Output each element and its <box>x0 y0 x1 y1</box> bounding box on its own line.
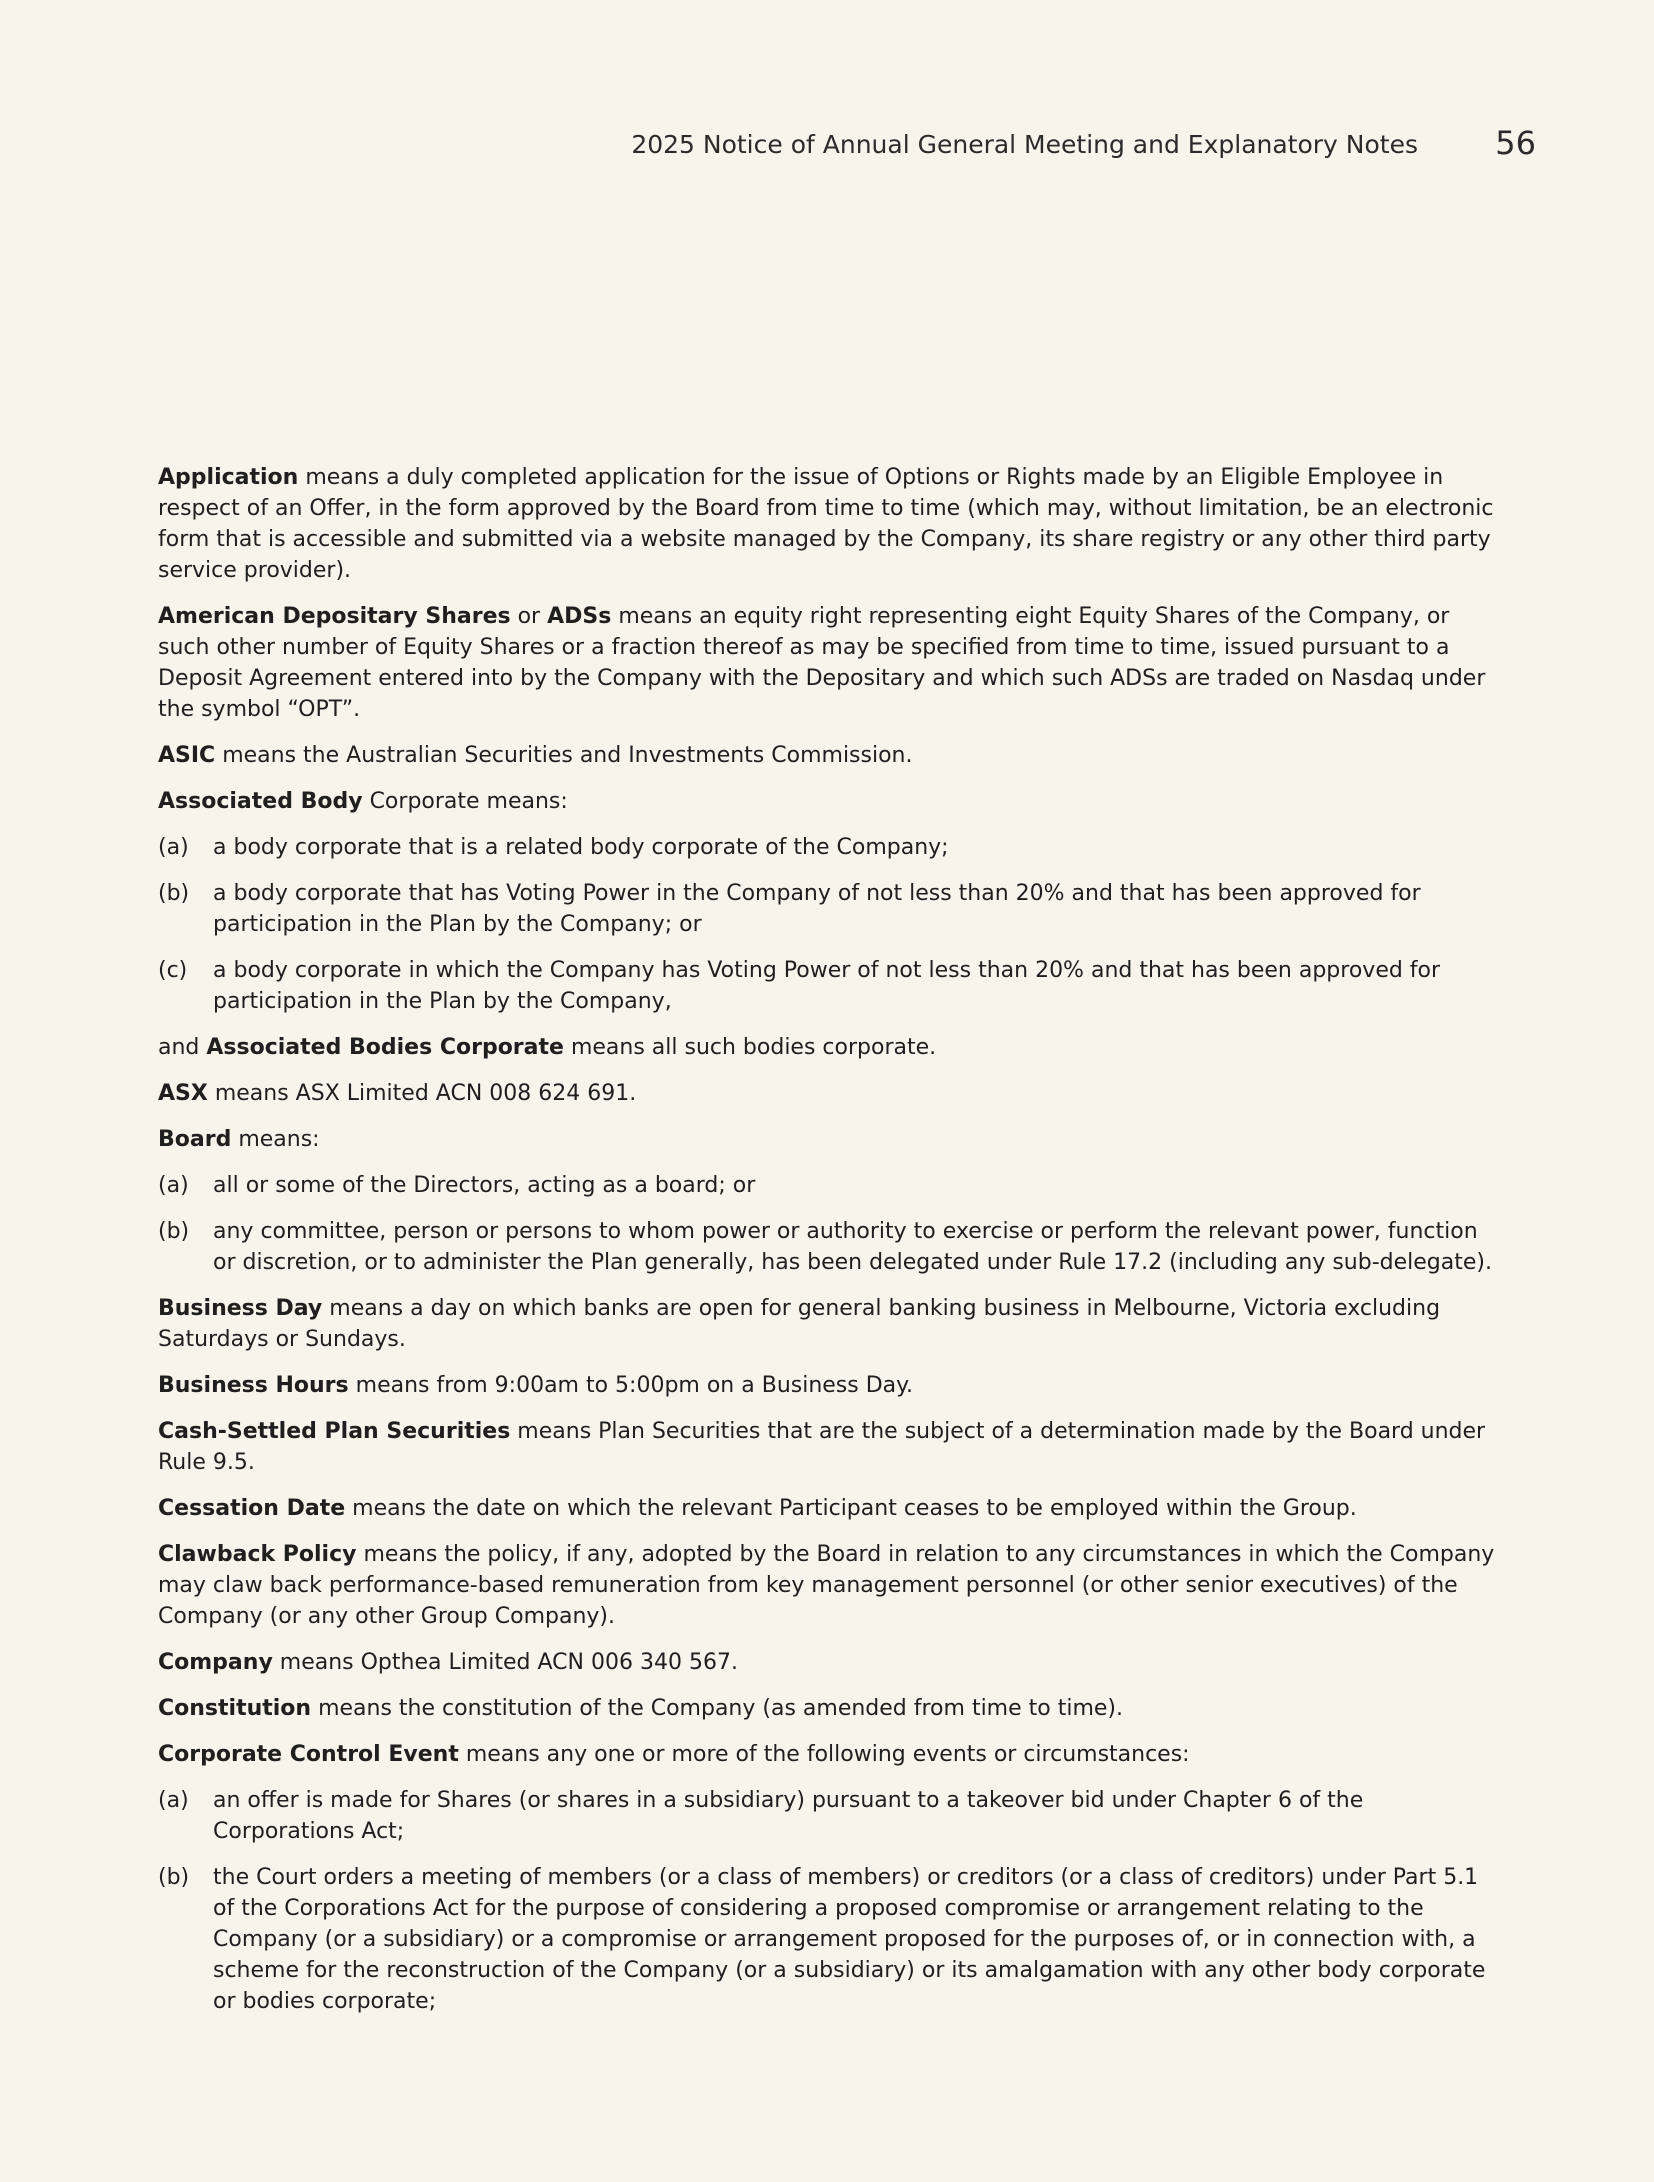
definition-associated-bodies-tail <box>158 1032 1498 1063</box>
list-item-text: a body corporate in which the Company has Voting Power of not less than 20% and that has been approved for participation in the Plan by the Company, <box>213 958 1441 1014</box>
list-item-label: (b) <box>158 1219 190 1244</box>
definition-application <box>158 462 1498 586</box>
definition-term: Cessation Date <box>158 1496 346 1521</box>
definition-term: Associated Body <box>158 789 363 814</box>
definition-term: Corporate Control Event <box>158 1742 459 1767</box>
definition-text: means ASX Limited ACN 008 624 691. <box>207 1081 637 1106</box>
definition-term: Business Hours <box>158 1373 349 1398</box>
definition-cash-settled <box>158 1416 1498 1478</box>
list-item <box>158 1170 1498 1201</box>
definition-text: means a day on which banks are open for general banking business in Melbourne, Victoria excluding Saturdays or Sundays. <box>158 1296 1441 1352</box>
definition-business-hours <box>158 1370 1498 1401</box>
definition-text: means a duly completed application for the issue of Options or Rights made by an Eligible Employee in respect of an Offer, in the form approved by the Board from time to time (which may, without limitation, be an electronic form that is accessible and submitted via a website managed by the Company, its share registry or any other third party service provider). <box>158 465 1494 583</box>
definition-term: Board <box>158 1127 232 1152</box>
list-item <box>158 1862 1498 2017</box>
definition-term: ASIC <box>158 743 216 768</box>
definition-term: Business Day <box>158 1296 323 1321</box>
list-item-text: an offer is made for Shares (or shares in a subsidiary) pursuant to a takeover bid under Chapter 6 of the Corporations Act; <box>213 1788 1364 1844</box>
definition-text: means the policy, if any, adopted by the Board in relation to any circumstances in which the Company may claw back performance-based remuneration from key management personnel (or other senior executives) of the Company (or any other Group Company). <box>158 1542 1495 1629</box>
definition-text: means the date on which the relevant Participant ceases to be employed within the Group. <box>345 1496 1357 1521</box>
definition-term: Company <box>158 1650 273 1675</box>
list-item-text: any committee, person or persons to whom power or authority to exercise or perform the relevant power, function or discretion, or to administer the Plan generally, has been delegated under Rule 17.2 (including any sub-delegate). <box>213 1219 1492 1275</box>
page-number: 56 <box>1495 124 1536 162</box>
list-item-label: (a) <box>158 1788 189 1813</box>
definition-text: means: <box>231 1127 320 1152</box>
definition-connector: or <box>510 604 548 629</box>
definition-text: means any one or more of the following events or circumstances: <box>458 1742 1190 1767</box>
list-item-label: (b) <box>158 881 190 906</box>
definition-corporate-control-event <box>158 1739 1498 1770</box>
definition-text: Corporate means: <box>362 789 568 814</box>
definition-company <box>158 1647 1498 1678</box>
list-item <box>158 1216 1498 1278</box>
definition-prefix: and <box>158 1035 207 1060</box>
list-item <box>158 1785 1498 1847</box>
definition-term: Constitution <box>158 1696 312 1721</box>
definition-term: Application <box>158 465 299 490</box>
definition-term: Associated Bodies Corporate <box>206 1035 564 1060</box>
definition-term-alt: ADSs <box>547 604 612 629</box>
definition-constitution <box>158 1693 1498 1724</box>
list-item <box>158 832 1498 863</box>
list-item-text: a body corporate that has Voting Power in the Company of not less than 20% and that has been approved for participation in the Plan by the Company; or <box>213 881 1421 937</box>
definition-associated-body <box>158 786 1498 817</box>
list-item-label: (a) <box>158 835 189 860</box>
definition-ads <box>158 601 1498 725</box>
definition-term: American Depositary Shares <box>158 604 511 629</box>
definition-business-day <box>158 1293 1498 1355</box>
definition-text: means the Australian Securities and Investments Commission. <box>215 743 913 768</box>
definition-asx <box>158 1078 1498 1109</box>
list-item-label: (b) <box>158 1865 190 1890</box>
list-item-label: (c) <box>158 958 188 983</box>
document-header-title: 2025 Notice of Annual General Meeting and Explanatory Notes <box>631 130 1418 159</box>
definition-cessation-date <box>158 1493 1498 1524</box>
definition-asic <box>158 740 1498 771</box>
definition-text: means all such bodies corporate. <box>563 1035 937 1060</box>
definition-text: means Opthea Limited ACN 006 340 567. <box>272 1650 738 1675</box>
list-item-text: all or some of the Directors, acting as a board; or <box>213 1173 756 1198</box>
definition-term: Cash-Settled Plan Securities <box>158 1419 511 1444</box>
definition-text: means Plan Securities that are the subject of a determination made by the Board under Rule 9.5. <box>158 1419 1486 1475</box>
definition-text: means from 9:00am to 5:00pm on a Business Day. <box>348 1373 914 1398</box>
definition-text: means the constitution of the Company (as amended from time to time). <box>311 1696 1123 1721</box>
definition-term: ASX <box>158 1081 208 1106</box>
list-item-text: a body corporate that is a related body corporate of the Company; <box>213 835 949 860</box>
definition-board <box>158 1124 1498 1155</box>
definitions-body <box>158 462 1498 2032</box>
list-item <box>158 878 1498 940</box>
definition-term: Clawback Policy <box>158 1542 357 1567</box>
list-item <box>158 955 1498 1017</box>
definition-text: means an equity right representing eight Equity Shares of the Company, or such other number of Equity Shares or a fraction thereof as may be specified from time to time, issued pursuant to a Deposit Agreement entered into by the Company with the Depositary and which such ADSs are traded on Nasdaq under the symbol “OPT”. <box>158 604 1486 722</box>
definition-clawback-policy <box>158 1539 1498 1632</box>
list-item-label: (a) <box>158 1173 189 1198</box>
list-item-text: the Court orders a meeting of members (or a class of members) or creditors (or a class of creditors) under Part 5.1 of the Corporations Act for the purpose of considering a proposed compromise or arrangement relating to the Company (or a subsidiary) or a compromise or arrangement proposed for the purposes of, or in connection with, a scheme for the reconstruction of the Company (or a subsidiary) or its amalgamation with any other body corporate or bodies corporate; <box>213 1865 1486 2014</box>
